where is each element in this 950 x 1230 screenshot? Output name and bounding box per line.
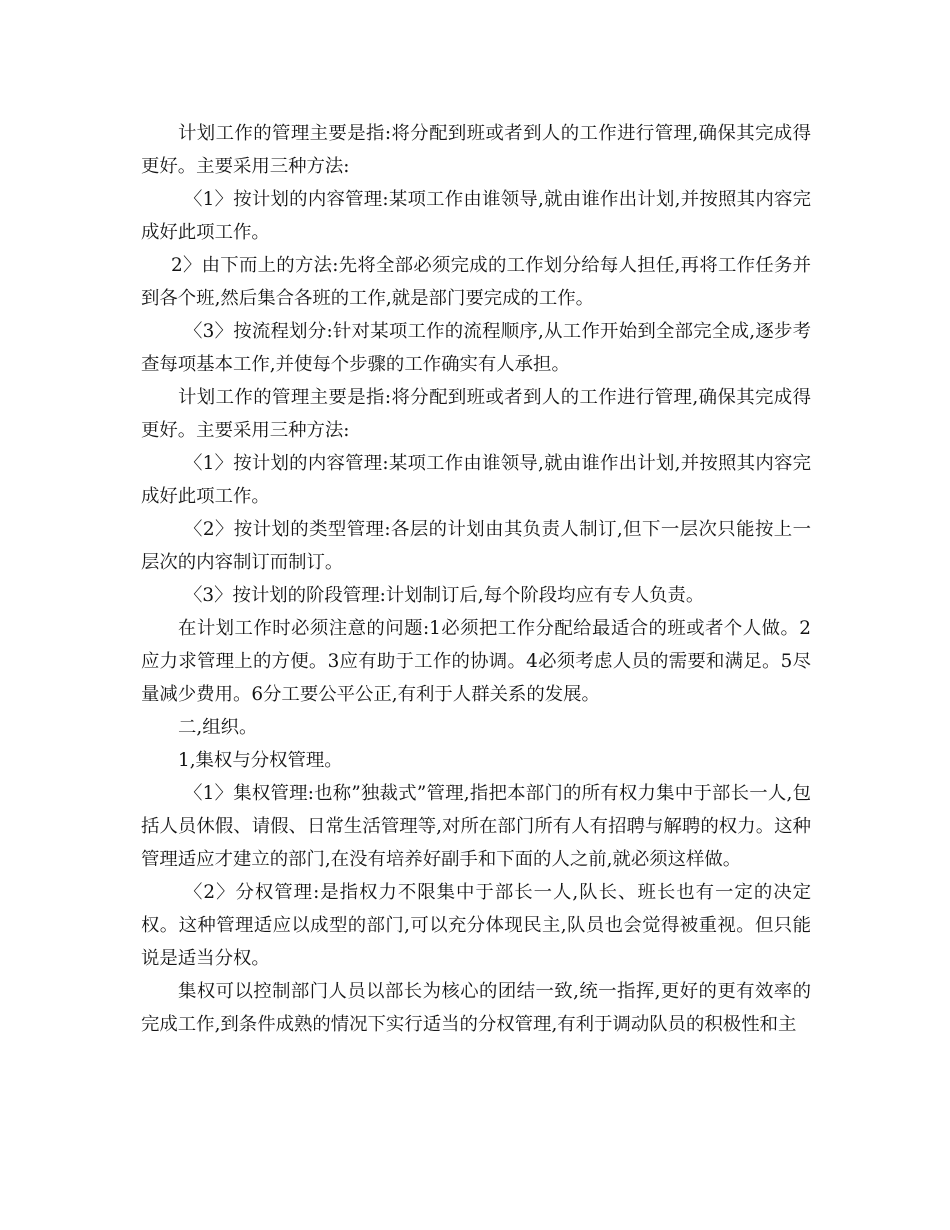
paragraph: 集权可以控制部门人员以部长为核心的团结一致,统一指挥,更好的更有效率的完成工作,到条件成熟的情况下实行适当的分权管理,有利于调动队员的积极性和主 [141, 981, 811, 1035]
paragraph: 〈1〉按计划的内容管理:某项工作由谁领导,就由谁作出计划,并按照其内容完成好此项工作。 [141, 453, 811, 507]
paragraph: 〈2〉分权管理:是指权力不限集中于部长一人,队长、班长也有一定的决定权。这种管理适应以成型的部门,可以充分体现民主,队员也会觉得被重视。但只能说是适当分权。 [141, 882, 811, 969]
paragraph: 2〉由下而上的方法:先将全部必须完成的工作划分给每人担任,再将工作任务并到各个班,然后集合各班的工作,就是部门要完成的工作。 [141, 255, 811, 309]
paragraph: 计划工作的管理主要是指:将分配到班或者到人的工作进行管理,确保其完成得更好。主要采用三种方法: [141, 387, 811, 441]
paragraph: 〈1〉按计划的内容管理:某项工作由谁领导,就由谁作出计划,并按照其内容完成好此项工作。 [141, 189, 811, 243]
paragraph: 〈1〉集权管理:也称”独裁式”管理,指把本部门的所有权力集中于部长一人,包括人员休假、请假、日常生活管理等,对所在部门所有人有招聘与解聘的权力。这种管理适应才建立的部门,在没有培养好副手和下面的人之前,就必须这样做。 [141, 783, 811, 870]
paragraph: 〈3〉按流程划分:针对某项工作的流程顺序,从工作开始到全部完全成,逐步考查每项基本工作,并使每个步骤的工作确实有人承担。 [141, 321, 811, 375]
subsection-heading: 1,集权与分权管理。 [178, 750, 343, 771]
paragraph: 计划工作的管理主要是指:将分配到班或者到人的工作进行管理,确保其完成得更好。主要采用三种方法: [141, 123, 811, 177]
paragraph: 在计划工作时必须注意的问题:1必须把工作分配给最适合的班或者个人做。2应力求管理上的方便。3应有助于工作的协调。4必须考虑人员的需要和满足。5尽量减少费用。6分工要公平公正,有利于人群关系的发展。 [141, 618, 811, 705]
paragraph: 〈3〉按计划的阶段管理:计划制订后,每个阶段均应有专人负责。 [184, 585, 705, 606]
paragraph: 〈2〉按计划的类型管理:各层的计划由其负责人制订,但下一层次只能按上一层次的内容制订而制订。 [141, 519, 811, 573]
document-body [141, 117, 811, 1041]
section-heading: 二,组织。 [178, 717, 258, 738]
